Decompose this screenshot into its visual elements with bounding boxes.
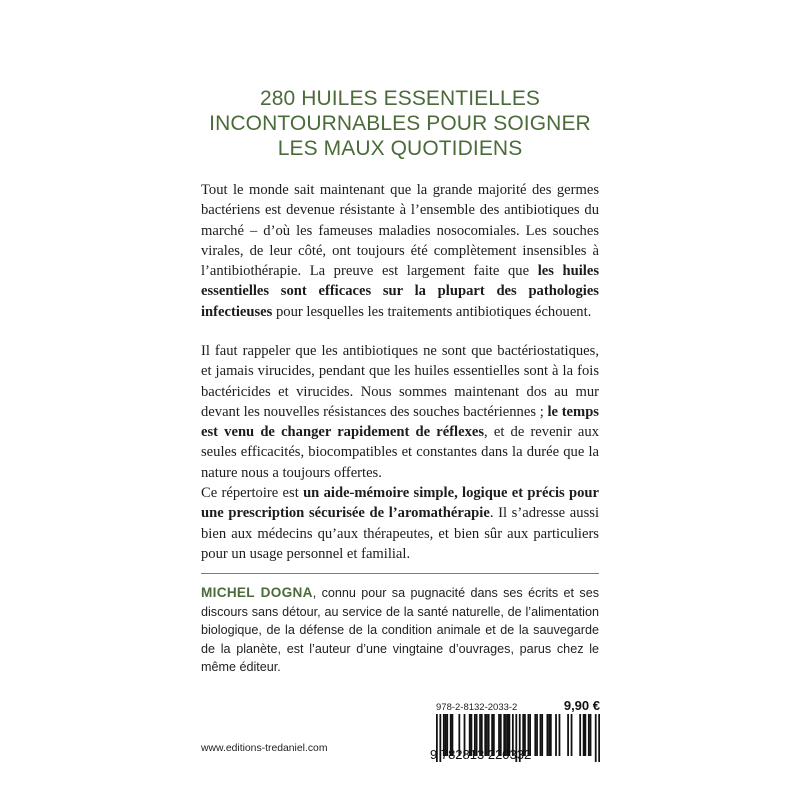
barcode-bar <box>598 714 600 762</box>
title-line-3: LES MAUX QUOTIDIENS <box>277 137 523 160</box>
barcode-bar <box>583 714 585 756</box>
barcode-bar <box>548 714 550 756</box>
barcode-bar <box>536 714 538 756</box>
paragraph-3-text-a: Ce répertoire est <box>201 485 304 501</box>
barcode-bar <box>588 714 590 756</box>
barcode-bar <box>590 714 592 756</box>
paragraph-2-emphasis: le temps est venu de changer rapidement de réflexes <box>201 403 599 441</box>
isbn-number: 978-2-8132-2033-2 <box>436 702 518 713</box>
book-title <box>150 86 650 161</box>
title-line-1: 280 HUILES ESSENTIELLES <box>259 87 541 110</box>
summary-paragraph-2 <box>201 341 599 483</box>
paragraph-1-emphasis: les huiles essentielles sont efficaces sur la plupart des pathologies infectieuses <box>201 263 599 320</box>
barcode-bar <box>546 714 548 756</box>
barcode-bar <box>559 714 561 756</box>
barcode <box>436 714 600 778</box>
paragraph-1-text-b: pour lesquelles les traitements antibiotiques échouent. <box>272 303 592 320</box>
price: 9,90 € <box>563 698 600 713</box>
barcode-bar <box>584 714 586 756</box>
barcode-bar <box>571 714 573 756</box>
paragraph-1-text-a: Tout le monde sait maintenant que la grande majorité des germes bactériens est devenue résistante à l’ensemble des antibiotiques du marché – d’où les fameuses maladies nosocomiales. Les souches virales, de leur côté, ont toujours été complètement insensibles à l’antibiothérapie. La preuve est largement faite que <box>201 182 599 280</box>
paragraph-3-text-b: . Il s’adresse aussi bien aux médecins qu’aux thérapeutes, et bien sûr aux particuliers pour un usage personnel et familial. <box>201 505 599 562</box>
barcode-bar <box>567 714 569 756</box>
barcode-bar <box>595 714 597 762</box>
barcode-bar <box>579 714 581 756</box>
barcode-bar <box>555 714 557 756</box>
title-line-2: INCONTOURNABLES POUR SOIGNER <box>209 112 591 135</box>
section-divider <box>201 573 599 574</box>
paragraph-2-text-a: Il faut rappeler que les antibiotiques ne sont que bactériostatiques, et jamais virucides, pendant que les huiles essentielles sont à la fois bactéricides et virucides. Nous sommes maintenant dos au mur devant les nouvelles résistances des souches bactériennes ; <box>201 343 599 420</box>
summary-paragraph-1 <box>201 180 599 322</box>
barcode-digits: 9 782813 220332 <box>430 747 532 762</box>
summary-paragraph-3 <box>201 483 599 564</box>
barcode-bar <box>550 714 552 756</box>
author-bio-text: , connu pour sa pugnacité dans ses écrits et ses discours sans détour, au service de la santé naturelle, de l’alimentation biologique, de la défense de la condition animale et de la sauvegarde de la planète, est l’auteur d’une vingtaine d’ouvrages, parus chez le même éditeur. <box>201 586 599 675</box>
barcode-bar <box>541 714 543 756</box>
isbn-price-line <box>436 698 600 713</box>
author-name: MICHEL DOGNA <box>201 585 313 600</box>
publisher-website: www.editions-tredaniel.com <box>201 743 328 754</box>
paragraph-2-text-b: , et de revenir aux seules efficacités, biocompatibles et constantes dans la durée que la nature nous a toujours offertes. <box>201 424 599 481</box>
barcode-bar <box>534 714 536 756</box>
author-bio <box>201 584 599 677</box>
barcode-bar <box>540 714 542 756</box>
paragraph-3-emphasis: un aide-mémoire simple, logique et précis pour une prescription sécurisée de l’aromathérapie <box>201 485 599 522</box>
